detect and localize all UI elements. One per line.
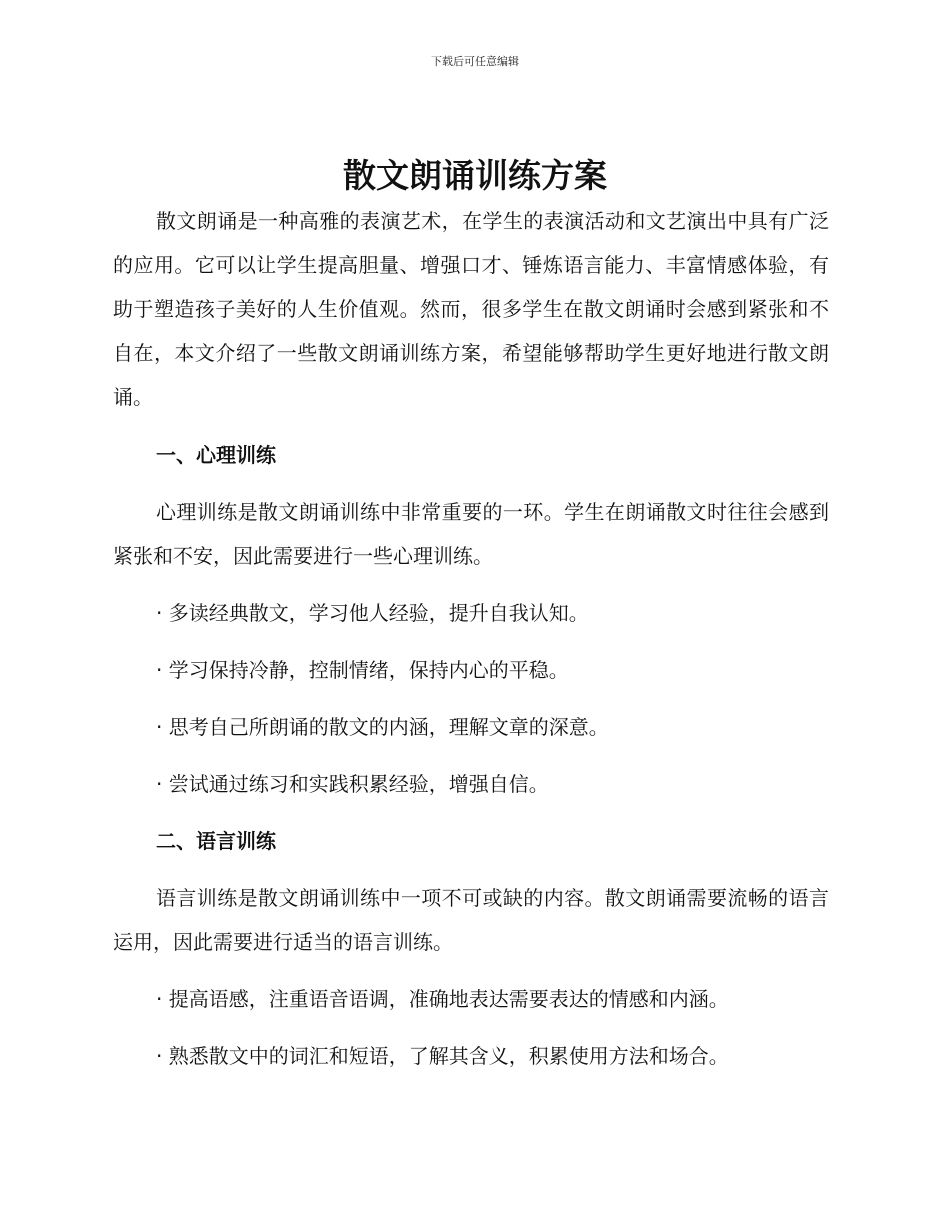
list-item: · 思考自己所朗诵的散文的内涵，理解文章的深意。 [156,715,609,739]
list-item: · 熟悉散文中的词汇和短语，了解其含义，积累使用方法和场合。 [156,1044,729,1068]
section-heading-psychology: 一、心理训练 [156,443,276,467]
document-body [113,199,829,1078]
intro-paragraph: 散文朗诵是一种高雅的表演艺术，在学生的表演活动和文艺演出中具有广泛的应用。它可以让学生提高胆量、增强口才、锤炼语言能力、丰富情感体验，有助于塑造孩子美好的人生价值观。然而，很多学生在散文朗诵时会感到紧张和不自在，本文介绍了一些散文朗诵训练方案，希望能够帮助学生更好地进行散文朗诵。 [113,209,829,409]
list-item: · 尝试通过练习和实践积累经验，增强自信。 [156,772,549,796]
list-item: · 提高语感，注重语音语调，准确地表达需要表达的情感和内涵。 [156,987,729,1011]
list-item: · 学习保持冷静，控制情绪，保持内心的平稳。 [156,658,569,682]
header-note: 下载后可任意编辑 [431,55,519,68]
section-paragraph-psychology: 心理训练是散文朗诵训练中非常重要的一环。学生在朗诵散文时往往会感到紧张和不安，因此需要进行一些心理训练。 [113,500,829,568]
section-heading-language: 二、语言训练 [156,829,276,853]
list-item: · 多读经典散文，学习他人经验，提升自我认知。 [156,601,589,625]
page-title: 散文朗诵训练方案 [343,156,607,195]
section-paragraph-language: 语言训练是散文朗诵训练中一项不可或缺的内容。散文朗诵需要流畅的语言运用，因此需要进行适当的语言训练。 [113,886,829,954]
